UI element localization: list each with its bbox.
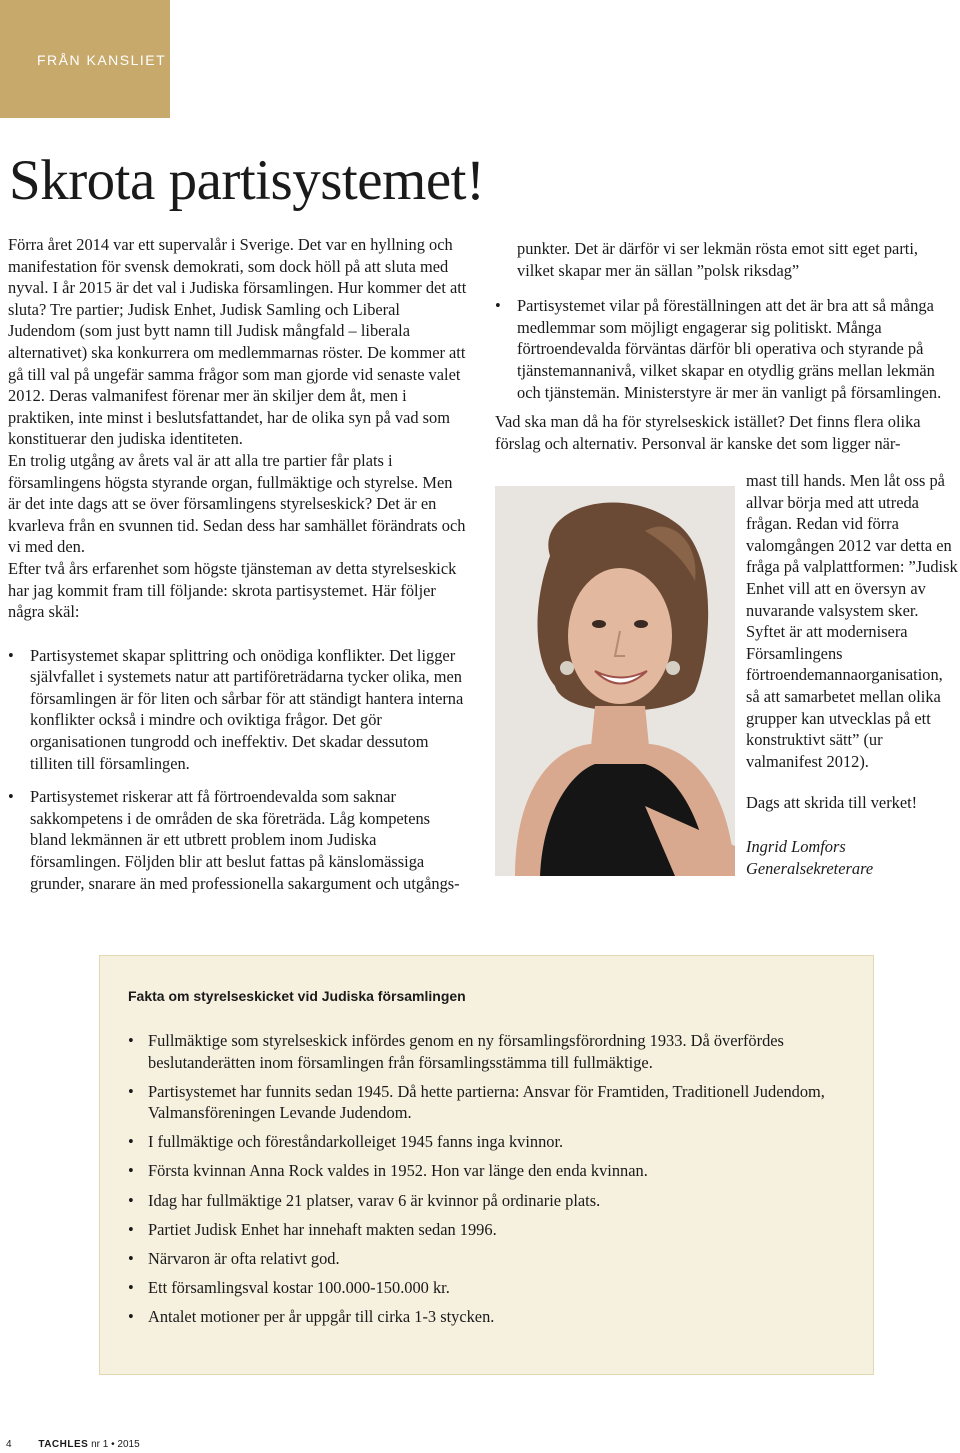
section-tab (0, 0, 170, 118)
intro-paragraph: Förra året 2014 var ett supervalår i Sverige. Det var en hyllning och manifestation för svensk demokrati, som dock höll på att sluta med nyval. I år 2015 är det val i Judiska församlingen. Hur kommer det att sluta? Tre partier; Judisk Enhet, Judisk Samling och Liberal Judendom (som just bytt namn till Judisk mångfald – liberala alternativet) ska konkurrera om medlemmarnas röster. De kommer att gå till val på ungefär samma frågor som man gjorde vid senaste valet 2012. Deras valmanifest förenar mer än skiljer dem åt, men i praktiken, inte minst i beslutsfattandet, har de olika syn på vad som konstituerar den judiska identiteten. (8, 235, 467, 449)
fact-box-title: Fakta om styrelseskicket vid Judiska församlingen (128, 988, 466, 1004)
list-item: • Partiet Judisk Enhet har innehaft makten sedan 1996. (128, 1219, 848, 1241)
list-item: • Partisystemet skapar splittring och onödiga konflikter. Det ligger självfallet i systemets natur att partiföreträdarna tycker olika, men församlingen är för liten och sårbar för att ständigt hantera interna konflikter också i mindre och oviktiga frågor. Det gör organisationen tungrodd och ineffektiv. Det skadar dessutom tilliten till församlingen. (8, 645, 468, 775)
page-footer (6, 1439, 140, 1450)
magazine-name: TACHLES (38, 1439, 89, 1450)
author-photo (495, 486, 735, 876)
issue-label: nr 1 • 2015 (91, 1439, 140, 1450)
intro-paragraph: En trolig utgång av årets val är att alla tre partier får plats i församlingens högsta styrande organ, fullmäktige och styrelse. Men är det inte dags att se över församlingens styrelseskick? Det är en kvarleva från en svunnen tid. Sedan dess har samhället förändrats och vi med den. (8, 450, 466, 557)
wrapped-paragraph: mast till hands. Men låt oss på allvar börja med att utreda frågan. Redan vid förra valomgången 2012 var detta en fråga på valplattformen: ”Judisk Enhet vill att en översyn av nuvarande valsystem sker. Syftet är att modernisera Församlingens förtroendemannaorganisation, så att samarbetet mellan olika grupper kan utvecklas på ett konstruktivt sätt” (ur valmanifest 2012). (746, 471, 958, 771)
list-item: • Ett församlingsval kostar 100.000-150.000 kr. (128, 1277, 848, 1299)
portrait-image (495, 486, 735, 876)
reasons-list (8, 645, 468, 895)
alternative-paragraph: Vad ska man då ha för styrelseskick istället? Det finns flera olika förslag och alternativ. Personval är kanske det som ligger när- (495, 412, 921, 453)
list-item: • Partisystemet har funnits sedan 1945. Då hette partierna: Ansvar för Framtiden, Traditionell Judendom, Valmansföreningen Levande Judendom. (128, 1081, 848, 1124)
fact-box (99, 955, 874, 1375)
signature-title: Generalsekreterare (746, 858, 874, 878)
page-number: 4 (6, 1439, 12, 1450)
list-item: • Första kvinnan Anna Rock valdes in 1952. Hon var länge den enda kvinnan. (128, 1160, 848, 1182)
list-item: • Närvaron är ofta relativt god. (128, 1248, 848, 1270)
list-item: • Partisystemet vilar på föreställningen att det är bra att så många medlemmar som möjligt engagerar sig politiskt. Många förtroendevalda förväntas därför bli operativa och styrande på tjänstemannanivå, vilket skapar en otydlig gräns mellan lekmän och tjänstemän. Ministerstyre är mer än vanligt på församlingen. (495, 295, 957, 403)
list-item: • Idag har fullmäktige 21 platser, varav 6 är kvinnor på ordinarie plats. (128, 1190, 848, 1212)
left-column (8, 234, 468, 906)
list-item: • Partisystemet riskerar att få förtroendevalda som saknar sakkompetens i de områden de ska företräda. Låg kompetens bland lekmännen är ett utbrett problem inom Judiska församlingen. Följden blir att beslut fattas på känslomässiga grunder, snarare än med professionella sakargument och utgångs- (8, 786, 468, 894)
fact-list (128, 1030, 848, 1335)
closing-line: Dags att skrida till verket! (746, 793, 918, 813)
continuation-paragraph: punkter. Det är därför vi ser lekmän rösta emot sitt eget parti, vilket skapar mer än sällan ”polsk riksdag” (517, 239, 918, 280)
right-column (495, 238, 957, 454)
intro-paragraph: Efter två års erfarenhet som högste tjänsteman av detta styrelseskick har jag kommit fram till följande: skrota partisystemet. Här följer några skäl: (8, 558, 457, 622)
signature-name: Ingrid Lomfors (746, 836, 846, 856)
reasons-list-right (495, 295, 957, 403)
page-title: Skrota partisystemet! (9, 149, 485, 212)
section-label: FRÅN KANSLIET (37, 52, 167, 68)
wrapped-text-block (746, 470, 960, 879)
list-item: • Antalet motioner per år uppgår till cirka 1-3 stycken. (128, 1306, 848, 1328)
list-item: • I fullmäktige och föreståndarkolleiget 1945 fanns inga kvinnor. (128, 1131, 848, 1153)
list-item: • Fullmäktige som styrelseskick infördes genom en ny församlingsförordning 1933. Då överfördes beslutanderätten inom församlingen från församlingsstämma till fullmäktige. (128, 1030, 848, 1073)
